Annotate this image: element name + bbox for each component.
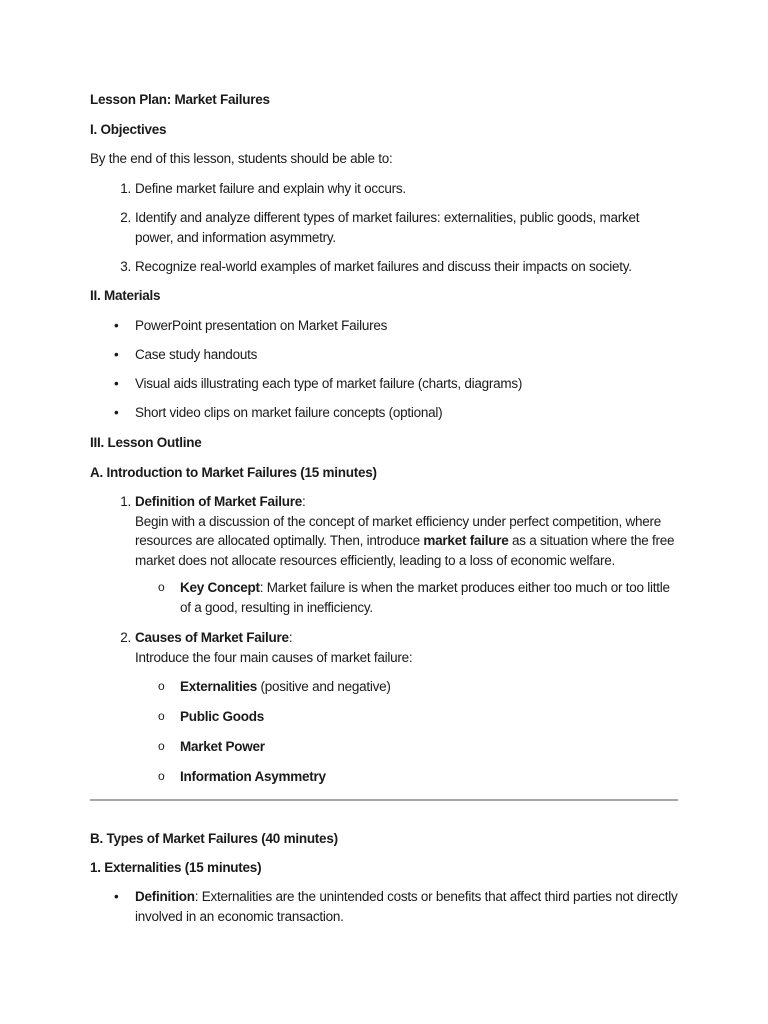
list-number: 1. xyxy=(120,181,131,196)
definition-text: : Externalities are the unintended costs or benefits that affect third parties not directly involved in an economic transaction. xyxy=(135,889,678,924)
item-text: Introduce the four main causes of market failure: xyxy=(135,649,413,665)
bullet: • xyxy=(114,889,119,904)
item-label: Definition of Market Failure xyxy=(135,494,303,509)
cause-label: Market Power xyxy=(180,739,265,754)
objective-text: Define market failure and explain why it occurs. xyxy=(135,181,406,196)
key-concept-item xyxy=(158,578,680,617)
list-number: 2. xyxy=(120,210,131,225)
section-a-heading: A. Introduction to Market Failures (15 minutes) xyxy=(90,465,377,480)
circle-bullet: o xyxy=(158,679,165,693)
externalities-heading: 1. Externalities (15 minutes) xyxy=(90,860,262,875)
objective-item-3 xyxy=(120,257,680,277)
item-label: Causes of Market Failure xyxy=(135,630,289,645)
outline-item-1 xyxy=(120,492,680,570)
section-b-heading: B. Types of Market Failures (40 minutes) xyxy=(90,831,338,846)
item-text-before: Begin with a discussion of the concept of market efficiency under perfect competition, where resources are allocated optimally. Then, introduce xyxy=(135,513,662,548)
circle-bullet: o xyxy=(158,709,165,723)
bullet: • xyxy=(114,405,119,420)
material-text: Case study handouts xyxy=(135,347,258,362)
material-item-3 xyxy=(114,374,680,394)
horizontal-divider xyxy=(90,799,678,801)
bullet: • xyxy=(114,318,119,333)
definition-label: Definition xyxy=(135,889,195,904)
circle-bullet: o xyxy=(158,769,165,783)
material-text: Visual aids illustrating each type of market failure (charts, diagrams) xyxy=(135,376,523,391)
bullet: • xyxy=(114,347,119,362)
cause-item-2 xyxy=(158,707,680,727)
objective-item-2 xyxy=(120,208,680,247)
item-text-bold: market failure xyxy=(423,533,509,548)
cause-item-3 xyxy=(158,737,680,757)
cause-label: Public Goods xyxy=(180,709,265,724)
material-item-1 xyxy=(114,316,680,336)
circle-bullet: o xyxy=(158,739,165,753)
materials-heading: II. Materials xyxy=(90,288,161,303)
bullet: • xyxy=(114,376,119,391)
objectives-heading: I. Objectives xyxy=(90,122,167,137)
material-item-2 xyxy=(114,345,680,365)
objective-text: Identify and analyze different types of market failures: externalities, public goods, market power, and information asymmetry. xyxy=(135,210,640,245)
list-number: 1. xyxy=(120,494,131,509)
sub-text: : Market failure is when the market produces either too much or too little of a good, resulting in inefficiency. xyxy=(180,580,670,615)
cause-text: (positive and negative) xyxy=(257,679,391,694)
outline-heading: III. Lesson Outline xyxy=(90,435,202,450)
objective-item-1 xyxy=(120,179,680,199)
cause-item-1 xyxy=(158,677,680,697)
document-title: Lesson Plan: Market Failures xyxy=(90,92,270,107)
item-colon: : xyxy=(288,630,293,645)
material-item-4 xyxy=(114,403,680,423)
list-number: 3. xyxy=(120,259,131,274)
sub-label: Key Concept xyxy=(180,580,260,595)
circle-bullet: o xyxy=(158,580,165,594)
cause-label: Externalities xyxy=(180,679,258,694)
list-number: 2. xyxy=(120,630,131,645)
outline-item-2 xyxy=(120,628,680,667)
material-text: Short video clips on market failure concepts (optional) xyxy=(135,405,443,420)
item-colon: : xyxy=(302,494,306,509)
objectives-intro: By the end of this lesson, students should be able to: xyxy=(90,151,393,166)
cause-item-4 xyxy=(158,767,680,787)
externalities-definition xyxy=(114,887,680,926)
cause-label: Information Asymmetry xyxy=(180,769,326,784)
objective-text: Recognize real-world examples of market failures and discuss their impacts on society. xyxy=(135,259,632,274)
material-text: PowerPoint presentation on Market Failures xyxy=(135,318,388,333)
item-text-after: as a situation where the free market does not allocate resources efficiently, leading to a loss of economic welfare. xyxy=(135,533,675,568)
